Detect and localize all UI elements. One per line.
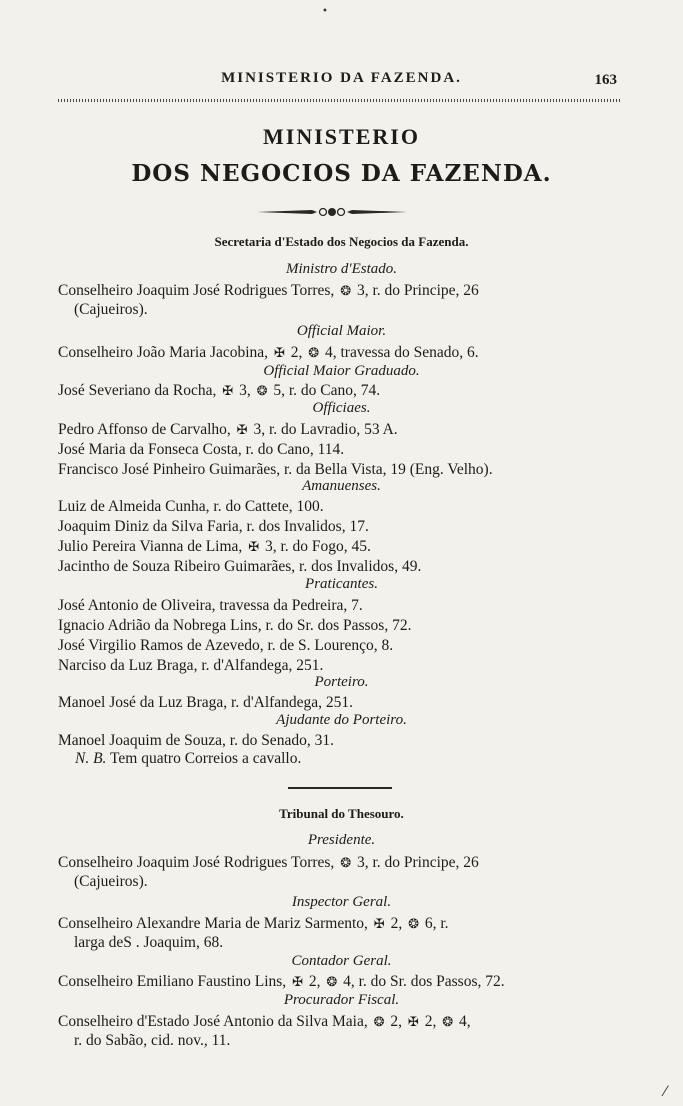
entry-presidente: Conselheiro Joaquim José Rodrigues Torres, ❂ 3, r. do Principe, 26 (Cajueiros). — [58, 854, 479, 890]
rose-order-icon: ❂ — [308, 345, 320, 360]
entry-officiaes-2: José Maria da Fonseca Costa, r. do Cano, 114. — [58, 441, 345, 458]
label-oficial-maior: Official Maior. — [296, 323, 387, 339]
entry-officiaes-1: Pedro Affonso de Carvalho, ✠ 3, r. do Lavradio, 53 A. — [58, 421, 398, 438]
entry-porteiro: Manoel José da Luz Braga, r. d'Alfandega, 251. — [58, 694, 354, 711]
rose-order-icon: ❂ — [373, 1014, 385, 1029]
entry-ajudante: Manoel Joaquim de Souza, r. do Senado, 31. — [58, 732, 334, 749]
section-heading-secretaria: Secretaria d'Estado dos Negocios da Fazenda. — [214, 234, 469, 249]
entry-ministro: Conselheiro Joaquim José Rodrigues Torres, ❂ 3, r. do Principe, 26 (Cajueiros). — [58, 282, 479, 318]
rose-order-icon: ❂ — [340, 283, 352, 298]
label-contador: Contador Geral. — [291, 953, 392, 969]
note-nb: N. B. Tem quatro Correios a cavallo. — [75, 750, 302, 767]
entry-oficial-maior: Conselheiro João Maria Jacobina, ✠ 2, ❂ 4, travessa do Senado, 6. — [58, 344, 479, 361]
cross-order-icon: ✠ — [373, 916, 385, 931]
rose-order-icon: ❂ — [340, 855, 352, 870]
entry-inspector: Conselheiro Alexandre Maria de Mariz Sarmento, ✠ 2, ❂ 6, r. larga deS . Joaquim, 68. — [58, 915, 449, 951]
cross-order-icon: ✠ — [222, 383, 234, 398]
section-divider — [288, 787, 392, 789]
entry-praticantes-1: José Antonio de Oliveira, travessa da Pedreira, 7. — [58, 597, 363, 614]
entry-amanuenses-4: Jacintho de Souza Ribeiro Guimarães, r. dos Invalidos, 49. — [58, 558, 422, 575]
label-officiaes: Officiaes. — [312, 400, 371, 416]
entry-procurador: Conselheiro d'Estado José Antonio da Silva Maia, ❂ 2, ✠ 2, ❂ 4, r. do Sabão, cid. nov., 11. — [58, 1013, 471, 1049]
label-ajudante: Ajudante do Porteiro. — [276, 712, 407, 728]
cross-order-icon: ✠ — [407, 1014, 419, 1029]
title-line-1: MINISTERIO — [263, 124, 420, 149]
label-praticantes: Praticantes. — [305, 576, 378, 592]
label-porteiro: Porteiro. — [314, 674, 369, 690]
entry-contador: Conselheiro Emiliano Faustino Lins, ✠ 2, ❂ 4, r. do Sr. dos Passos, 72. — [58, 973, 505, 990]
cross-order-icon: ✠ — [248, 539, 260, 554]
label-ministro: Ministro d'Estado. — [286, 261, 397, 277]
rose-order-icon: ❂ — [442, 1014, 454, 1029]
cross-order-icon: ✠ — [273, 345, 285, 360]
ink-mark: ⁄ — [664, 1084, 667, 1100]
ink-dot: • — [322, 6, 328, 17]
label-inspector: Inspector Geral. — [291, 894, 392, 910]
running-title: MINISTERIO DA FAZENDA. — [221, 70, 462, 86]
page-number: 163 — [594, 72, 617, 88]
entry-praticantes-3: José Virgilio Ramos de Azevedo, r. de S. Lourenço, 8. — [58, 637, 394, 654]
entry-graduado: José Severiano da Rocha, ✠ 3, ❂ 5, r. do Cano, 74. — [58, 382, 381, 399]
entry-amanuenses-3: Julio Pereira Vianna de Lima, ✠ 3, r. do Fogo, 45. — [58, 538, 371, 555]
label-amanuenses: Amanuenses. — [302, 478, 381, 494]
rose-order-icon: ❂ — [408, 916, 419, 931]
entry-amanuenses-1: Luiz de Almeida Cunha, r. do Cattete, 100. — [58, 498, 324, 515]
label-graduado: Official Maior Graduado. — [263, 363, 420, 379]
rose-order-icon: ❂ — [256, 383, 268, 398]
rose-order-icon: ❂ — [326, 974, 338, 989]
cross-order-icon: ✠ — [292, 974, 303, 989]
hatched-rule — [58, 99, 620, 102]
entry-praticantes-2: Ignacio Adrião da Nobrega Lins, r. do Sr. dos Passos, 72. — [58, 617, 412, 634]
entry-praticantes-4: Narciso da Luz Braga, r. d'Alfandega, 251. — [58, 657, 324, 674]
entry-officiaes-3: Francisco José Pinheiro Guimarães, r. da Bella Vista, 19 (Eng. Velho). — [58, 461, 493, 478]
title-line-2: DOS NEGOCIOS DA FAZENDA. — [131, 160, 552, 187]
label-procurador: Procurador Fiscal. — [283, 992, 400, 1008]
label-presidente: Presidente. — [307, 832, 376, 848]
cross-order-icon: ✠ — [236, 422, 248, 437]
entry-amanuenses-2: Joaquim Diniz da Silva Faria, r. dos Invalidos, 17. — [58, 518, 369, 535]
section-heading-tribunal: Tribunal do Thesouro. — [279, 806, 404, 821]
ornament-divider-icon — [257, 204, 407, 220]
